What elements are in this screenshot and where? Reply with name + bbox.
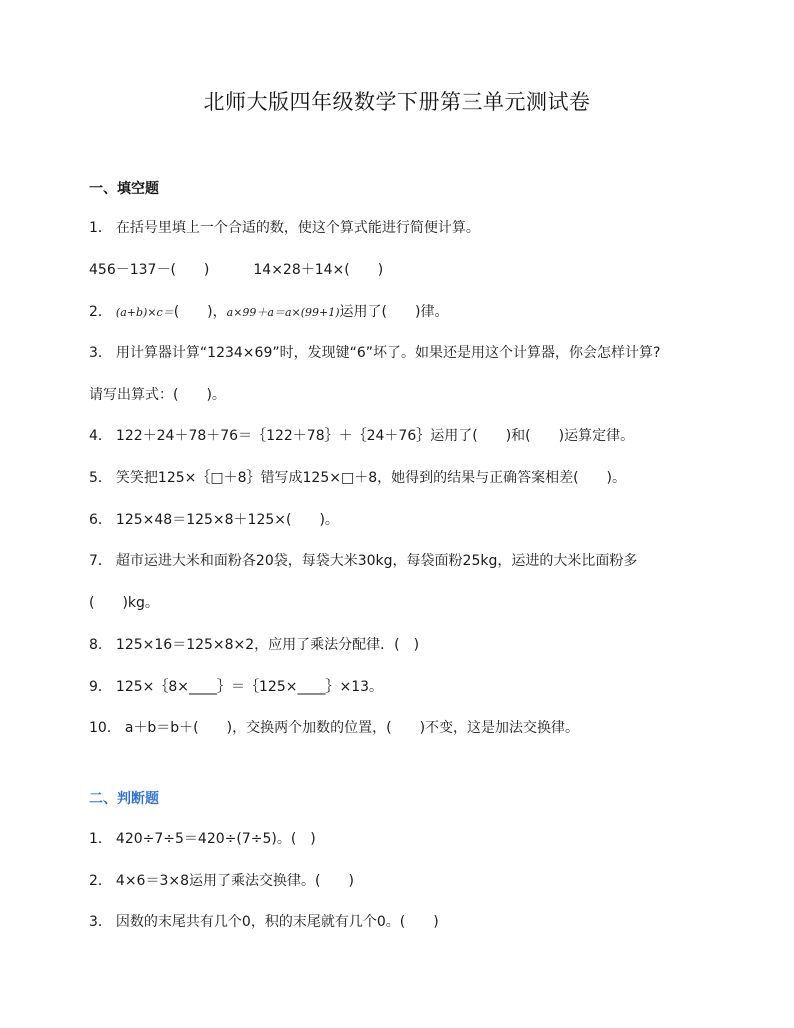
question-text: 4×6＝3×8运用了乘法交换律。( ) bbox=[115, 873, 354, 889]
question-1-6 bbox=[89, 511, 339, 529]
question-text: 因数的末尾共有几个0，积的末尾就有几个0。( ) bbox=[115, 914, 439, 930]
question-2-1 bbox=[89, 830, 316, 848]
question-number: 10． bbox=[89, 720, 121, 736]
question-2-2 bbox=[89, 872, 354, 890]
question-text: 在括号里填上一个合适的数，使这个算式能进行简便计算。 bbox=[115, 220, 480, 236]
section-heading-fill-in: 一、填空题 bbox=[89, 181, 159, 197]
question-number: 3． bbox=[89, 914, 112, 930]
expression-b: 14×28＋14×( ) bbox=[253, 262, 384, 278]
question-1-3-continued bbox=[89, 386, 226, 404]
question-text: ( )kg。 bbox=[89, 595, 159, 611]
question-text: 122＋24＋78＋76＝｛122＋78｝＋｛24＋76｝运用了( )和( )运算定律。 bbox=[115, 428, 635, 444]
section-heading-true-false: 二、判断题 bbox=[89, 791, 159, 807]
question-text: ( )， bbox=[173, 304, 227, 320]
question-1-5 bbox=[89, 469, 626, 487]
question-number: 7． bbox=[89, 553, 112, 569]
question-1-8 bbox=[89, 636, 419, 654]
page-title: 北师大版四年级数学下册第三单元测试卷 bbox=[203, 90, 591, 114]
question-text: 125×48＝125×8＋125×( )。 bbox=[115, 512, 339, 528]
question-text: 笑笑把125×｛□＋8｝错写成125×□＋8，她得到的结果与正确答案相差( )。 bbox=[115, 470, 627, 486]
question-number: 9． bbox=[89, 679, 112, 695]
question-text: 超市运进大米和面粉各20袋，每袋大米30kg，每袋面粉25kg，运进的大米比面粉多 bbox=[115, 553, 638, 569]
question-number: 2． bbox=[89, 873, 112, 889]
question-1-4 bbox=[89, 427, 634, 445]
question-1-1-expressions bbox=[89, 261, 383, 279]
question-1-2 bbox=[89, 303, 448, 322]
question-text: 请写出算式：( )。 bbox=[89, 387, 226, 403]
question-number: 8． bbox=[89, 637, 112, 653]
question-number: 4． bbox=[89, 428, 112, 444]
question-text-2: 运用了( )律。 bbox=[339, 304, 449, 320]
question-2-3 bbox=[89, 913, 439, 931]
question-text: a＋b＝b＋( )，交换两个加数的位置，( )不变，这是加法交换律。 bbox=[124, 720, 580, 736]
question-number: 5． bbox=[89, 470, 112, 486]
question-1-7 bbox=[89, 552, 637, 570]
question-1-10 bbox=[89, 719, 579, 737]
question-text: 用计算器计算“1234×69”时，发现键“6”坏了。如果还是用这个计算器，你会怎样计算? bbox=[115, 345, 661, 361]
question-number: 6． bbox=[89, 512, 112, 528]
expression-a: 456－137－( ) bbox=[89, 262, 210, 278]
question-text: 125×16＝125×8×2，应用了乘法分配律．( ) bbox=[115, 637, 420, 653]
question-text: 125×｛8×____｝＝｛125×____｝×13。 bbox=[115, 679, 384, 695]
question-1-1 bbox=[89, 219, 480, 237]
question-number: 1． bbox=[89, 831, 112, 847]
question-number: 2． bbox=[89, 304, 112, 320]
question-1-3 bbox=[89, 344, 660, 362]
question-number: 1． bbox=[89, 220, 112, 236]
question-number: 3． bbox=[89, 345, 112, 361]
formula-a-times-99: a×99＋a＝a×(99+1) bbox=[226, 306, 340, 319]
question-text: 420÷7÷5＝420÷(7÷5)。( ) bbox=[115, 831, 316, 847]
question-1-7-continued bbox=[89, 594, 159, 612]
question-1-9 bbox=[89, 678, 383, 696]
formula-distributive: (a+b)×c＝ bbox=[115, 306, 174, 319]
